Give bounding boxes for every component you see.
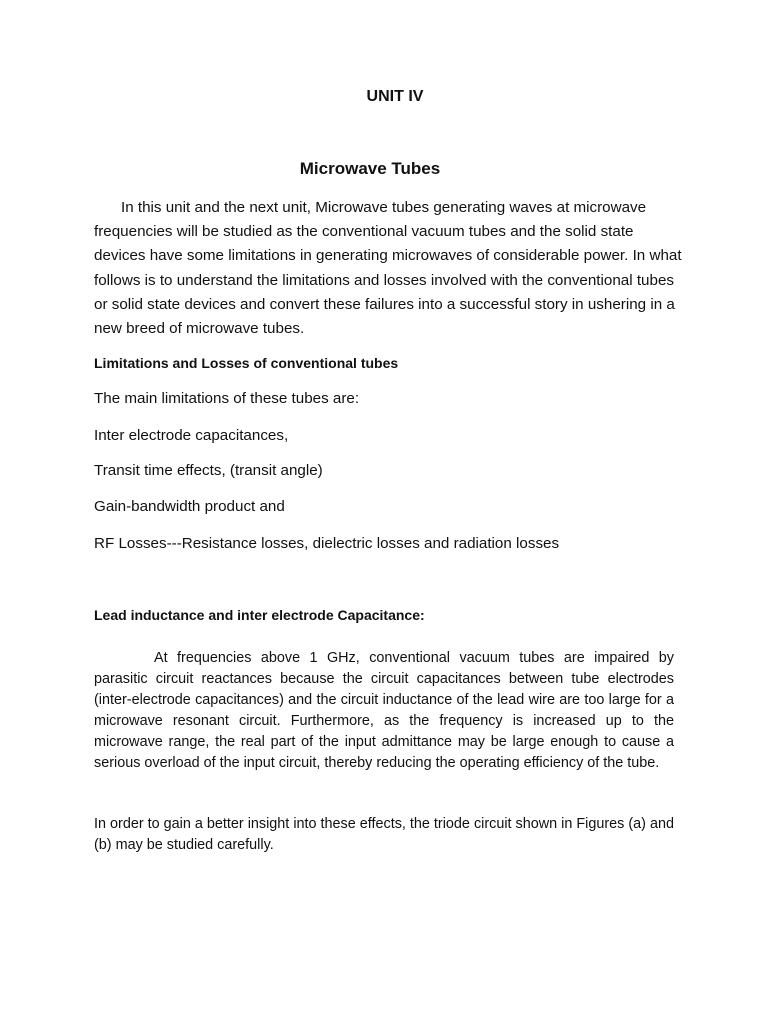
triode-circuit-paragraph: In order to gain a better insight into these effects, the triode circuit shown in Figures (a) and (b) may be studied carefully. [94, 816, 674, 853]
lead-inductance-heading: Lead inductance and inter electrode Capacitance: [94, 607, 425, 623]
intro-paragraph-text: In this unit and the next unit, Microwave tubes generating waves at microwave frequencies will be studied as the conventional vacuum tubes and the solid state devices have some limitations in generating microwaves of considerable power. In what follows is to understand the limitations and losses involved with the conventional tubes or solid state devices and convert these failures into a successful story in ushering in a new breed of microwave tubes. [94, 199, 682, 338]
section-title: Microwave Tubes [299, 159, 441, 178]
limitation-item: Inter electrode capacitances, [94, 427, 289, 444]
lead-inductance-paragraph [94, 648, 674, 773]
limitation-item: Transit time effects, (transit angle) [94, 462, 323, 479]
lead-inductance-paragraph-text: At frequencies above 1 GHz, conventional vacuum tubes are impaired by parasitic circuit reactances because the circuit capacitances between tube electrodes (inter-electrode capacitances) and the circuit inductance of the lead wire are too large for a microwave resonant circuit. Furthermore, as the frequency is increased up to the microwave range, the real part of the input admittance may be large enough to cause a serious overload of the input circuit, thereby reducing the operating efficiency of the tube. [94, 650, 674, 771]
limitation-item: RF Losses---Resistance losses, dielectric losses and radiation losses [94, 535, 560, 552]
limitation-item: Gain-bandwidth product and [94, 498, 285, 515]
limitations-intro: The main limitations of these tubes are: [94, 390, 360, 407]
limitations-heading: Limitations and Losses of conventional tubes [94, 355, 399, 371]
intro-paragraph [94, 196, 684, 341]
unit-title: UNIT IV [366, 88, 424, 105]
